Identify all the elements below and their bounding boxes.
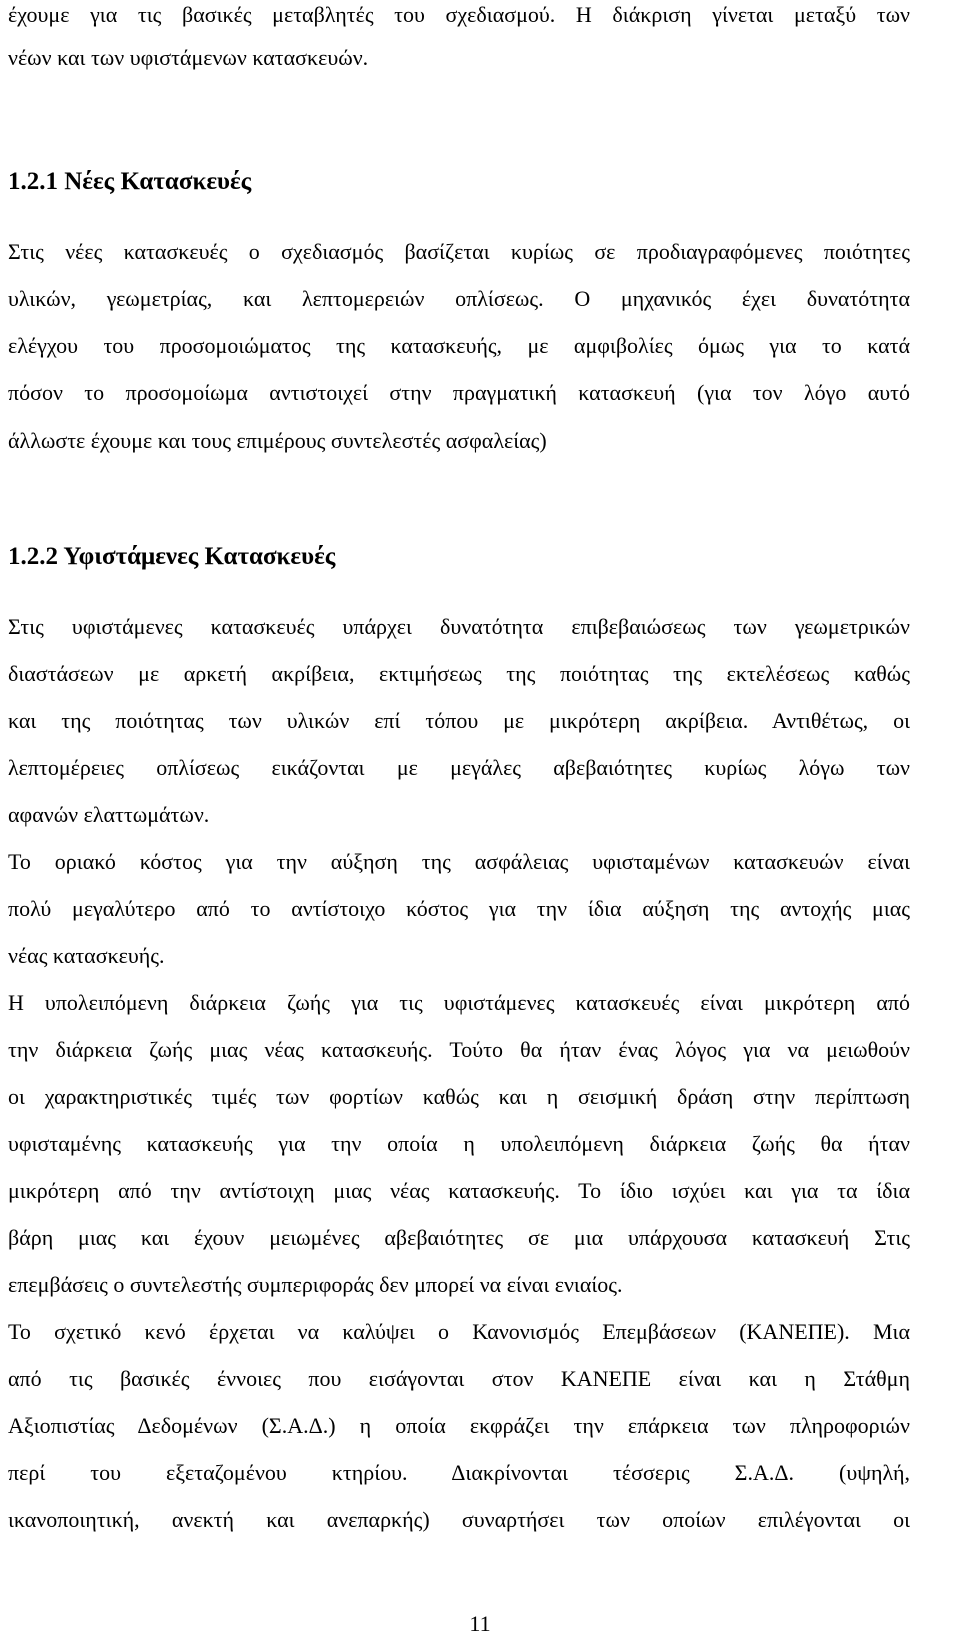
paragraph-line: πολύ μεγαλύτερο από το αντίστοιχο κόστος για την ίδια αύξηση της αντοχής μιας bbox=[8, 896, 910, 921]
paragraph-line: Το οριακό κόστος για την αύξηση της ασφάλειας υφισταμένων κατασκευών είναι bbox=[8, 849, 910, 874]
paragraph-line: περί του εξεταζομένου κτηρίου. Διακρίνονται τέσσερις Σ.Α.Δ. (υψηλή, bbox=[8, 1460, 910, 1485]
section-heading-existing-constructions: 1.2.2 Υφιστάμενες Κατασκευές bbox=[8, 543, 336, 570]
intro-line: έχουμε για τις βασικές μεταβλητές του σχεδιασμού. Η διάκριση γίνεται μεταξύ των bbox=[8, 2, 910, 27]
paragraph-line: Στις υφιστάμενες κατασκευές υπάρχει δυνατότητα επιβεβαιώσεως των γεωμετρικών bbox=[8, 614, 910, 639]
paragraph-line: οι χαρακτηριστικές τιμές των φορτίων καθώς και η σεισμική δράση στην περίπτωση bbox=[8, 1084, 910, 1109]
paragraph-line: πόσον το προσομοίωμα αντιστοιχεί στην πραγματική κατασκευή (για τον λόγο αυτό bbox=[8, 380, 910, 405]
paragraph-line: Το σχετικό κενό έρχεται να καλύψει ο Κανονισμός Επεμβάσεων (ΚΑΝΕΠΕ). Μια bbox=[8, 1319, 910, 1344]
page-number: 11 bbox=[469, 1611, 491, 1636]
paragraph-line: μικρότερη από την αντίστοιχη μιας νέας κατασκευής. Το ίδιο ισχύει και για τα ίδια bbox=[8, 1178, 910, 1203]
section-heading-new-constructions: 1.2.1 Νέες Κατασκευές bbox=[8, 168, 252, 195]
paragraph-line: διαστάσεων με αρκετή ακρίβεια, εκτιμήσεως της ποιότητας της εκτελέσεως καθώς bbox=[8, 661, 910, 686]
paragraph-line: αφανών ελαττωμάτων. bbox=[8, 802, 210, 827]
paragraph-line: Αξιοπιστίας Δεδομένων (Σ.Α.Δ.) η οποία εκφράζει την επάρκεια των πληροφοριών bbox=[8, 1413, 910, 1438]
paragraph-line: υλικών, γεωμετρίας, και λεπτομερειών οπλίσεως. Ο μηχανικός έχει δυνατότητα bbox=[8, 286, 910, 311]
paragraph-line: ικανοποιητική, ανεκτή και ανεπαρκής) συναρτήσει των οποίων επιλέγονται οι bbox=[8, 1507, 910, 1532]
paragraph-line: υφισταμένης κατασκευής για την οποία η υπολειπόμενη διάρκεια ζωής θα ήταν bbox=[8, 1131, 910, 1156]
paragraph-line: επεμβάσεις ο συντελεστής συμπεριφοράς δεν μπορεί να είναι ενιαίος. bbox=[8, 1272, 623, 1297]
paragraph-line: βάρη μιας και έχουν μειωμένες αβεβαιότητες σε μια υπάρχουσα κατασκευή Στις bbox=[8, 1225, 910, 1250]
paragraph-line: από τις βασικές έννοιες που εισάγονται στον ΚΑΝΕΠΕ είναι και η Στάθμη bbox=[8, 1366, 910, 1391]
paragraph-line: λεπτομέρειες οπλίσεως εικάζονται με μεγάλες αβεβαιότητες κυρίως λόγω των bbox=[8, 755, 910, 780]
paragraph-line: Η υπολειπόμενη διάρκεια ζωής για τις υφιστάμενες κατασκευές είναι μικρότερη από bbox=[8, 990, 910, 1015]
intro-line: νέων και των υφιστάμενων κατασκευών. bbox=[8, 45, 369, 70]
paragraph-line: ελέγχου του προσομοιώματος της κατασκευής, με αμφιβολίες όμως για το κατά bbox=[8, 333, 910, 358]
paragraph-line: την διάρκεια ζωής μιας νέας κατασκευής. Τούτο θα ήταν ένας λόγος για να μειωθούν bbox=[8, 1037, 910, 1062]
paragraph-line: Στις νέες κατασκευές ο σχεδιασμός βασίζεται κυρίως σε προδιαγραφόμενες ποιότητες bbox=[8, 239, 910, 264]
paragraph-line: και της ποιότητας των υλικών επί τόπου με μικρότερη ακρίβεια. Αντιθέτως, οι bbox=[8, 708, 910, 733]
paragraph-line: νέας κατασκευής. bbox=[8, 943, 165, 968]
paragraph-line: άλλωστε έχουμε και τους επιμέρους συντελεστές ασφαλείας) bbox=[8, 428, 547, 453]
